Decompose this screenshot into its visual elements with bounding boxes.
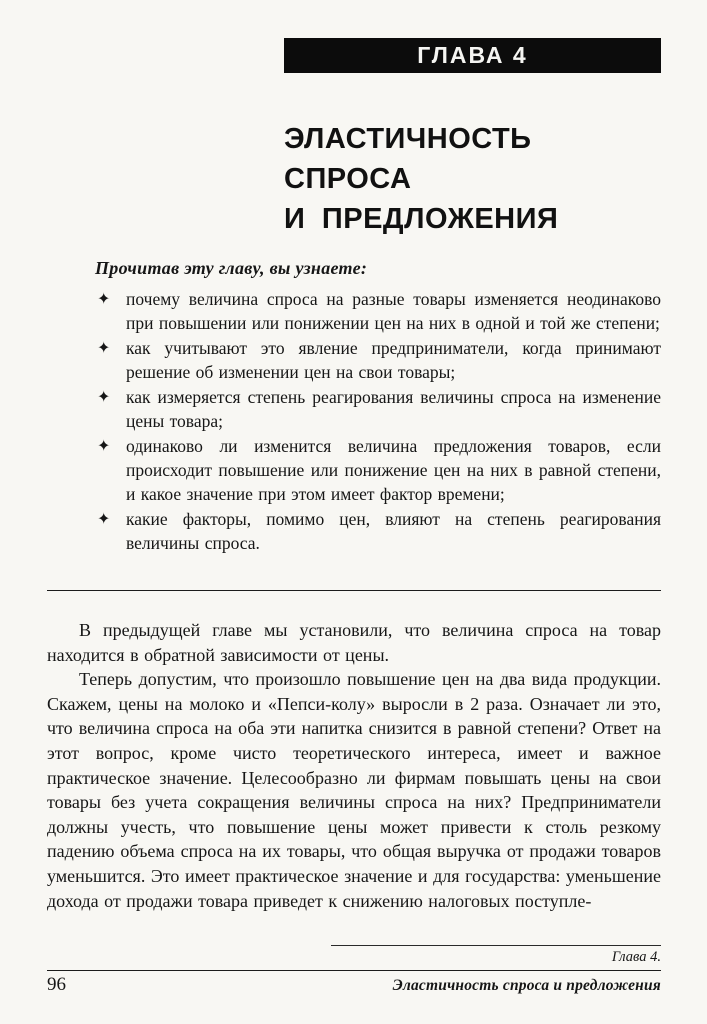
chapter-bar	[284, 38, 661, 73]
list-item-text: как измеряется степень реагирования величины спроса на изменение цены товара;	[126, 387, 661, 431]
body-paragraph: Теперь допустим, что произошло повышение цен на два вида продукции. Скажем, цены на молоко и «Пепси-колу» выросли в 2 раза. Означает ли это, что величина спроса на оба эти напитка снизится в равной степени? Ответ на этот вопрос, кроме чисто теоретического интереса, имеет и важное практическое значение. Целесообразно ли фирмам повышать цены на свои товары без учета сокращения величины спроса на них? Предприниматели должны учесть, что повышение цены может привести к столь резкому падению объема спроса на их товары, что общая выручка от продажи товаров уменьшится. Это имеет практическое значение и для государства: уменьшение дохода от продажи товара приведет к снижению налоговых поступле-	[47, 669, 661, 911]
list-item-text: одинаково ли изменится величина предложения товаров, если происходит повышение или понижение цен на них в равной степени, и какое значение при этом имеет фактор времени;	[126, 436, 661, 504]
list-item	[95, 385, 661, 433]
chapter-bar-label: ГЛАВА 4	[417, 42, 528, 68]
star-bullet-icon: ✦	[97, 340, 111, 357]
footer-rule	[47, 970, 661, 971]
star-bullet-icon: ✦	[97, 438, 111, 455]
page-title-line-1: ЭЛАСТИЧНОСТЬ СПРОСА	[284, 123, 532, 196]
page-number: 96	[47, 974, 66, 995]
body-text	[47, 618, 661, 913]
running-title-wrap	[331, 945, 661, 966]
list-item	[95, 336, 661, 384]
section-divider	[47, 590, 661, 591]
footer-book-title: Эластичность спроса и предложения	[392, 977, 661, 994]
footer-row	[47, 974, 661, 996]
star-bullet-icon: ✦	[97, 389, 111, 406]
star-bullet-icon: ✦	[97, 511, 111, 528]
intro-lead: Прочитав эту главу, вы узнаете:	[95, 258, 368, 278]
list-item	[95, 287, 661, 335]
intro-section	[95, 258, 661, 556]
page-footer	[47, 945, 661, 996]
body-paragraph: В предыдущей главе мы установили, что величина спроса на товар находится в обратной зависимости от цены.	[47, 620, 661, 665]
intro-list	[95, 287, 661, 555]
list-item-text: как учитывают это явление предприниматели, когда принимают решение об изменении цен на свои товары;	[126, 338, 661, 382]
running-title: Глава 4.	[611, 949, 661, 965]
page-title	[284, 119, 674, 239]
star-bullet-icon: ✦	[97, 291, 111, 308]
list-item-text: какие факторы, помимо цен, влияют на степень реагирования величины спроса.	[126, 509, 661, 553]
list-item-text: почему величина спроса на разные товары изменяется неодинаково при повышении или понижении цен на них в одной и той же степени;	[126, 289, 661, 333]
page-title-line-2: И ПРЕДЛОЖЕНИЯ	[284, 203, 559, 236]
list-item	[95, 507, 661, 555]
list-item	[95, 434, 661, 506]
